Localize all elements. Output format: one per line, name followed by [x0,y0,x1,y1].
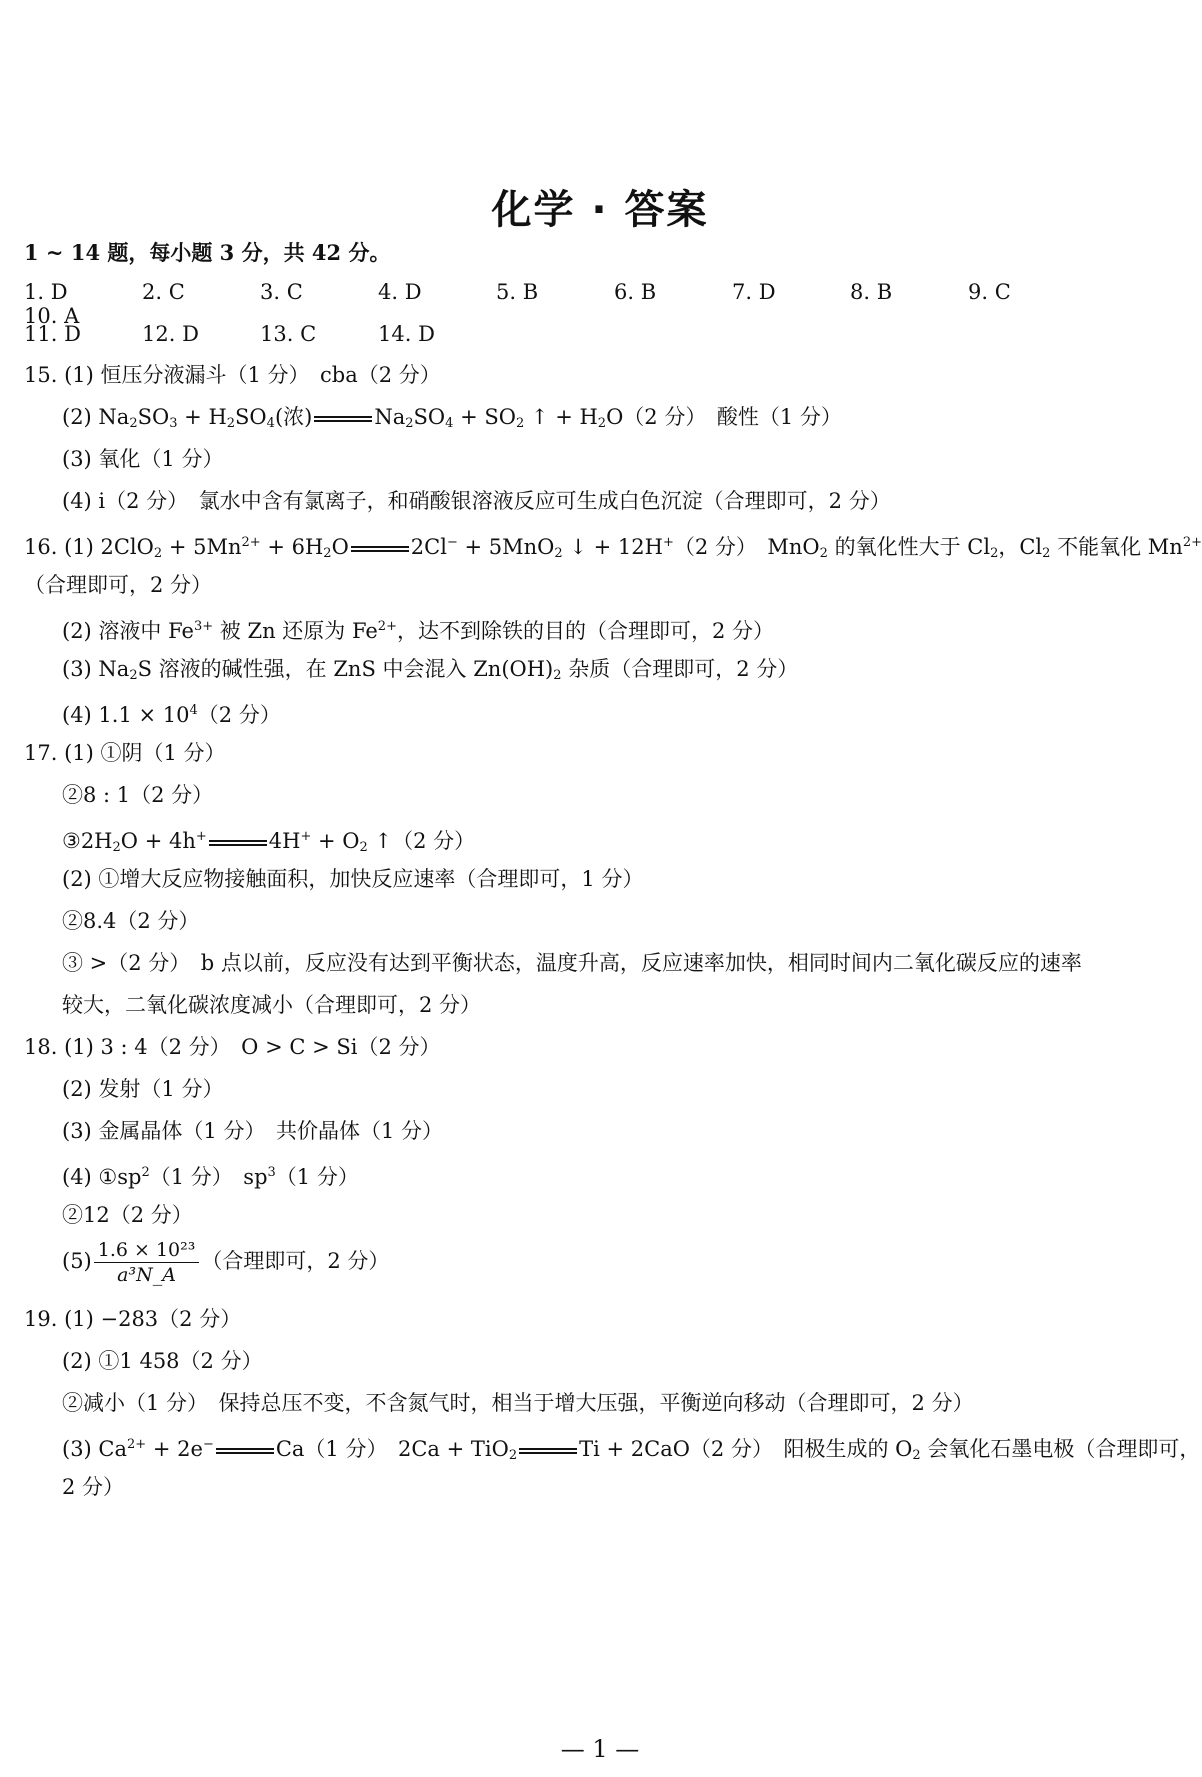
q18-line-6: (5) $\frac{\text{1.6 × 10²³}}{\text{a³N\_A}}$ （合理即可，2 分） [62,1239,390,1286]
fraction: $\frac{\text{1.6 × 10²³}}{\text{a³N\_A}}$ [94,1238,200,1287]
q19-line-2: (2) ①1 458（2 分） [62,1349,263,1373]
mc-answer: 3. C [260,280,303,304]
q17-line-2: ②8 : 1（2 分） [62,783,214,807]
q19-line-3: ②减小（1 分） 保持总压不变，不含氮气时，相当于增大压强，平衡逆向移动（合理即可，2 分） [62,1391,974,1415]
q19-line-1: 19. (1) −283（2 分） [24,1307,242,1331]
mc-answer: 7. D [732,280,776,304]
mc-answer: 9. C [968,280,1011,304]
q18-line-3: (3) 金属晶体（1 分） 共价晶体（1 分） [62,1119,443,1143]
q17-line-6: ③ >（2 分） b 点以前，反应没有达到平衡状态，温度升高，反应速率加快，相同时间内二氧化碳反应的速率 [62,951,1082,975]
equals-arrow-icon [351,546,409,552]
q15-line-2: (2) $Na_2SO_3 + H_2SO_4$(浓) $Na_2SO_4 + SO_2$ ↑ + $H_2O(2$ 分） 酸性（1 分） [62,405,842,431]
q17-line-4: (2) ①增大反应物接触面积，加快反应速率（合理即可，1 分） [62,867,644,891]
equals-arrow-icon [209,840,267,846]
mc-answer: 13. C [260,322,317,346]
q19-line-4: (3) $Ca^{2+} + 2e^-$ Ca（1 分） 2Ca + TiO$_2$ Ti + 2CaO（2 分） 阳极生成的 $O_2$ 会氧化石墨电极（合理即可， [62,1437,1201,1463]
q18-line-2: (2) 发射（1 分） [62,1077,224,1101]
mc-answer: 8. B [850,280,893,304]
mc-answer: 10. A [24,304,80,328]
q18-line-4: (4) $①sp^2(1$ 分） $sp^3(1$ 分） [62,1165,359,1189]
mc-answer: 6. B [614,280,657,304]
q16-line-5: (4) $1.1 \times 10^4(2$ 分） [62,703,281,727]
mc-answer: 2. C [142,280,185,304]
q15-line-3: (3) 氧化（1 分） [62,447,224,471]
q15-line-1: 15. (1) 恒压分液漏斗（1 分） cba（2 分） [24,363,441,387]
mc-answer: 1. D [24,280,68,304]
equals-arrow-icon [519,1448,577,1454]
q15-line-4: (4) ⅰ（2 分） 氯水中含有氯离子，和硝酸银溶液反应可生成白色沉淀（合理即可，2 分） [62,489,891,513]
mc-answer: 14. D [378,322,435,346]
q19-line-5: 2 分） [62,1475,125,1499]
q16-line-4: (3) $Na_2S$ 溶液的碱性强，在 ZnS 中会混入 $Zn(OH)_2$ 杂质（合理即可，2 分） [62,657,799,683]
q17-line-7: 较大，二氧化碳浓度减小（合理即可，2 分） [62,993,482,1017]
q17-line-5: ②8.4（2 分） [62,909,200,933]
mc-intro: 1 ~ 14 题，每小题 3 分，共 42 分。 [24,240,391,265]
q17-line-3: $③2H_2O + 4h^+$ $4H^+ + O_2$ ↑（2 分） [62,829,476,855]
q18-line-1: 18. (1) 3 : 4（2 分） O > C > Si（2 分） [24,1035,441,1059]
mc-answer: 11. D [24,322,81,346]
equals-arrow-icon [314,416,372,422]
equals-arrow-icon [216,1448,274,1454]
mc-answer: 4. D [378,280,422,304]
q16-line-1: 16. (1) $2ClO_2 + 5Mn^{2+} + 6H_2O$ 2Cl− + 5MnO$_2$ ↓ + 12H+（2 分） MnO$_2$ 的氧化性大于 $Cl_2$，$Cl_2$ 不能氧化 $Mn^{2+}$ [24,535,1202,561]
mc-row-1 [24,280,1174,328]
mc-row-2 [24,322,1174,346]
page-number: — 1 — [560,1735,640,1763]
q17-line-1: 17. (1) ①阴（1 分） [24,741,226,765]
q16-line-3: (2) 溶液中 $Fe^{3+}$ 被 Zn 还原为 $Fe^{2+}$，达不到除铁的目的（合理即可，2 分） [62,619,775,643]
page-title: 化学 · 答案 [491,187,709,233]
q18-line-5: ②12（2 分） [62,1203,193,1227]
mc-answer: 12. D [142,322,199,346]
mc-answer: 5. B [496,280,539,304]
q16-line-2: （合理即可，2 分） [24,573,213,597]
